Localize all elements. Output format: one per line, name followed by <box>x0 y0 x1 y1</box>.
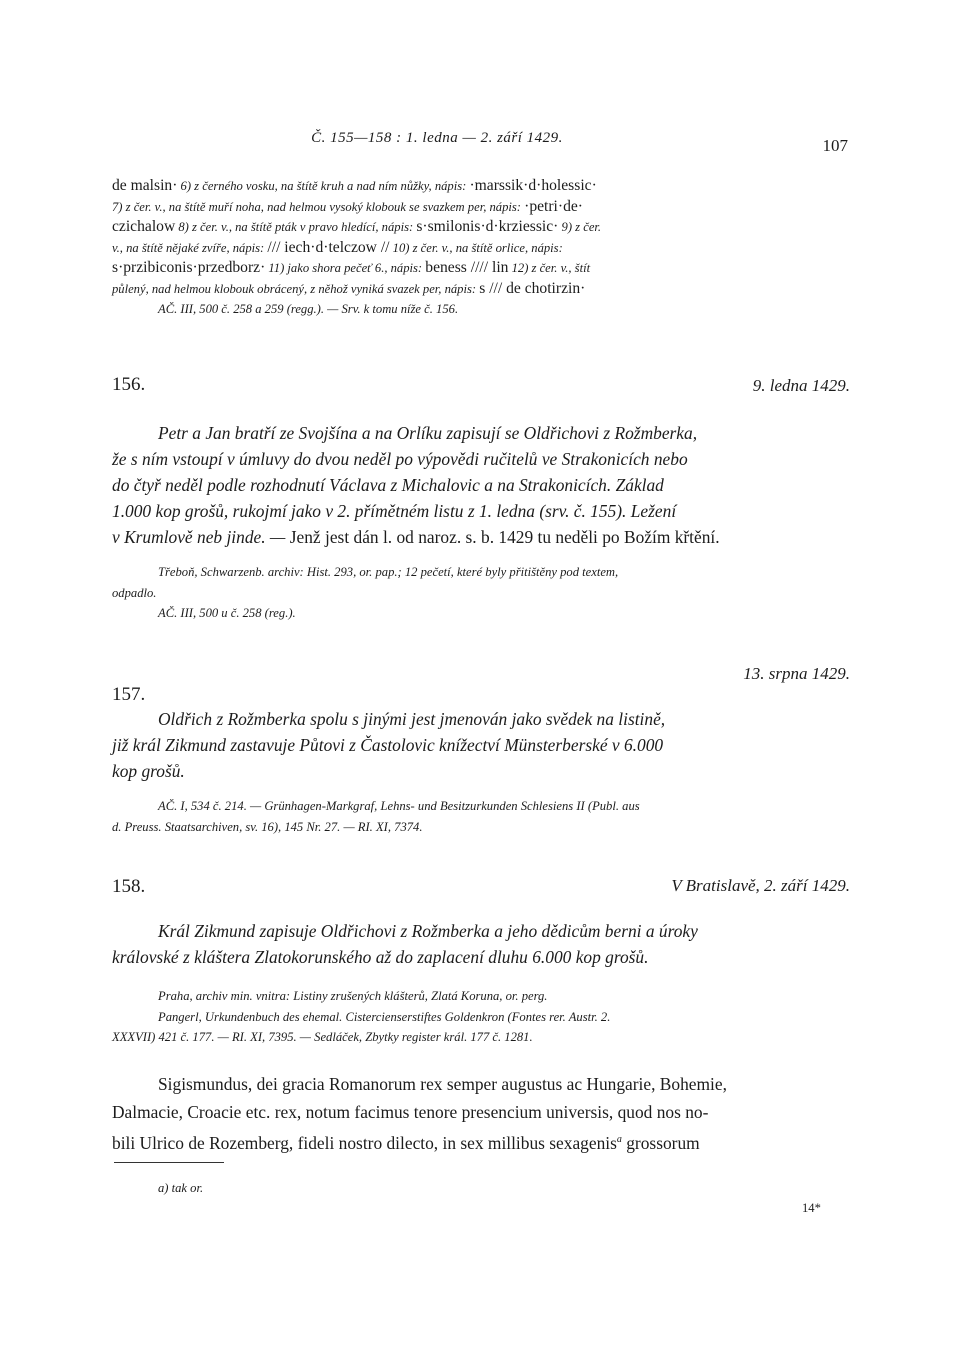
regest-line: do čtyř neděl podle rozhodnutí Václava z Michalovic a na Strakonicích. Základ <box>112 475 664 495</box>
entry-number-156: 156. <box>112 374 146 395</box>
source-line: AČ. I, 534 č. 214. — Grünhagen-Markgraf, Lehns- und Besitzurkunden Schlesiens II (Publ. aus <box>158 799 640 813</box>
entry-number-158: 158. <box>112 876 146 897</box>
document-page <box>112 0 852 1368</box>
latin-text-158 <box>112 1070 852 1157</box>
regest-line: již král Zikmund zastavuje Půtovi z Častolovic knížectví Münsterberské v 6.000 <box>112 735 664 755</box>
footnote-marker: a <box>616 1134 622 1145</box>
regest-line: kop grošů. <box>112 761 185 781</box>
signature-mark: 14* <box>802 1201 821 1215</box>
regest-156 <box>112 420 852 550</box>
source-157 <box>112 796 852 837</box>
note-reference: AČ. III, 500 č. 258 a 259 (regg.). — Srv. k tomu níže č. 156. <box>158 302 459 316</box>
source-line: AČ. III, 500 u č. 258 (reg.). <box>158 606 296 620</box>
regest-line: v Krumlově neb jinde. — Jenž jest dán l. od naroz. s. b. 1429 tu neděli po Božím křtění. <box>112 527 720 547</box>
note-line: v., na štítě nějaké zvíře, nápis: /// iech·d·telczow // 10) z čer. v., na štítě orlice, nápis: <box>112 238 563 256</box>
entry-date-157: 13. srpna 1429. <box>743 664 850 683</box>
regest-line: že s ním vstoupí v úmluvy do dvou neděl po výpovědi ručitelů ve Strakonicích nebo <box>112 449 688 469</box>
note-line: s·przibiconis·przedborz· 11) jako shora pečeť 6., nápis: beness //// lin 12) z čer. v., štít <box>112 259 591 276</box>
source-158 <box>112 986 852 1048</box>
note-line: de malsin· 6) z černého vosku, na štítě kruh a nad ním nůžky, nápis: ·marssik·d·holessic· <box>112 177 597 194</box>
note-line: czichalow 8) z čer. v., na štítě pták v pravo hledící, nápis: s·smilonis·d·krziessic· 9) z čer. <box>112 218 602 235</box>
source-line: Pangerl, Urkundenbuch des ehemal. Cistercienserstiftes Goldenkron (Fontes rer. Austr. 2. <box>158 1009 611 1024</box>
note-line: 7) z čer. v., na štítě muří noha, nad helmou vysoký klobouk se svazkem per, nápis: ·petri·de· <box>112 197 583 215</box>
footnote: a) tak or. <box>158 1181 204 1195</box>
source-line: Třeboň, Schwarzenb. archiv: Hist. 293, or. pap.; 12 pečetí, které byly přitištěny pod textem, <box>158 565 619 579</box>
source-line: XXXVII) 421 č. 177. — RI. XI, 7395. — Sedláček, Zbytky register král. 177 č. 1281. <box>112 1030 533 1044</box>
source-line: d. Preuss. Staatsarchiven, sv. 16), 145 Nr. 27. — RI. XI, 7374. <box>112 819 423 834</box>
source-line: Praha, archiv min. vnitra: Listiny zrušených klášterů, Zlatá Koruna, or. perg. <box>158 989 548 1003</box>
regest-line: 1.000 kop grošů, rukojmí jako v 2. přímětném listu z 1. ledna (srv. č. 155). Ležení <box>112 501 677 521</box>
regest-line: Petr a Jan bratří ze Svojšína a na Orlíku zapisují se Oldřichovi z Rožmberka, <box>158 423 698 443</box>
date-clause: Jenž jest dán l. od naroz. s. b. 1429 tu neděli po Božím křtění. <box>289 527 720 547</box>
page-header <box>112 130 852 154</box>
entry-date-158: V Bratislavě, 2. září 1429. <box>671 876 850 895</box>
seal-notes-155 <box>112 176 852 320</box>
page-number: 107 <box>822 136 848 155</box>
regest-line: královské z kláštera Zlatokorunského až do zaplacení dluhu 6.000 kop grošů. <box>112 947 649 967</box>
source-156 <box>112 562 852 624</box>
regest-line: Oldřich z Rožmberka spolu s jinými jest jmenován jako svědek na listině, <box>158 709 666 729</box>
running-title: Č. 155—158 : 1. ledna — 2. září 1429. <box>311 130 563 146</box>
latin-line: bili Ulrico de Rozemberg, fideli nostro dilecto, in sex millibus sexagenis$^a$ grossorum <box>112 1132 700 1153</box>
entry-number-157: 157. <box>112 684 146 705</box>
footnote-rule <box>114 1162 224 1163</box>
source-line: odpadlo. <box>112 585 157 600</box>
entry-date-156: 9. ledna 1429. <box>752 376 850 395</box>
latin-line: Dalmacie, Croacie etc. rex, notum facimus tenore presencium universis, quod nos no- <box>112 1102 709 1122</box>
regest-line: Král Zikmund zapisuje Oldřichovi z Rožmberka a jeho dědicům berni a úroky <box>158 921 698 941</box>
regest-158 <box>112 918 852 970</box>
regest-157 <box>112 706 852 784</box>
latin-line: Sigismundus, dei gracia Romanorum rex semper augustus ac Hungarie, Bohemie, <box>158 1074 727 1094</box>
note-line: půlený, nad helmou klobouk obrácený, z něhož vyniká svazek per, nápis: s /// de chotirzin· <box>112 279 586 297</box>
